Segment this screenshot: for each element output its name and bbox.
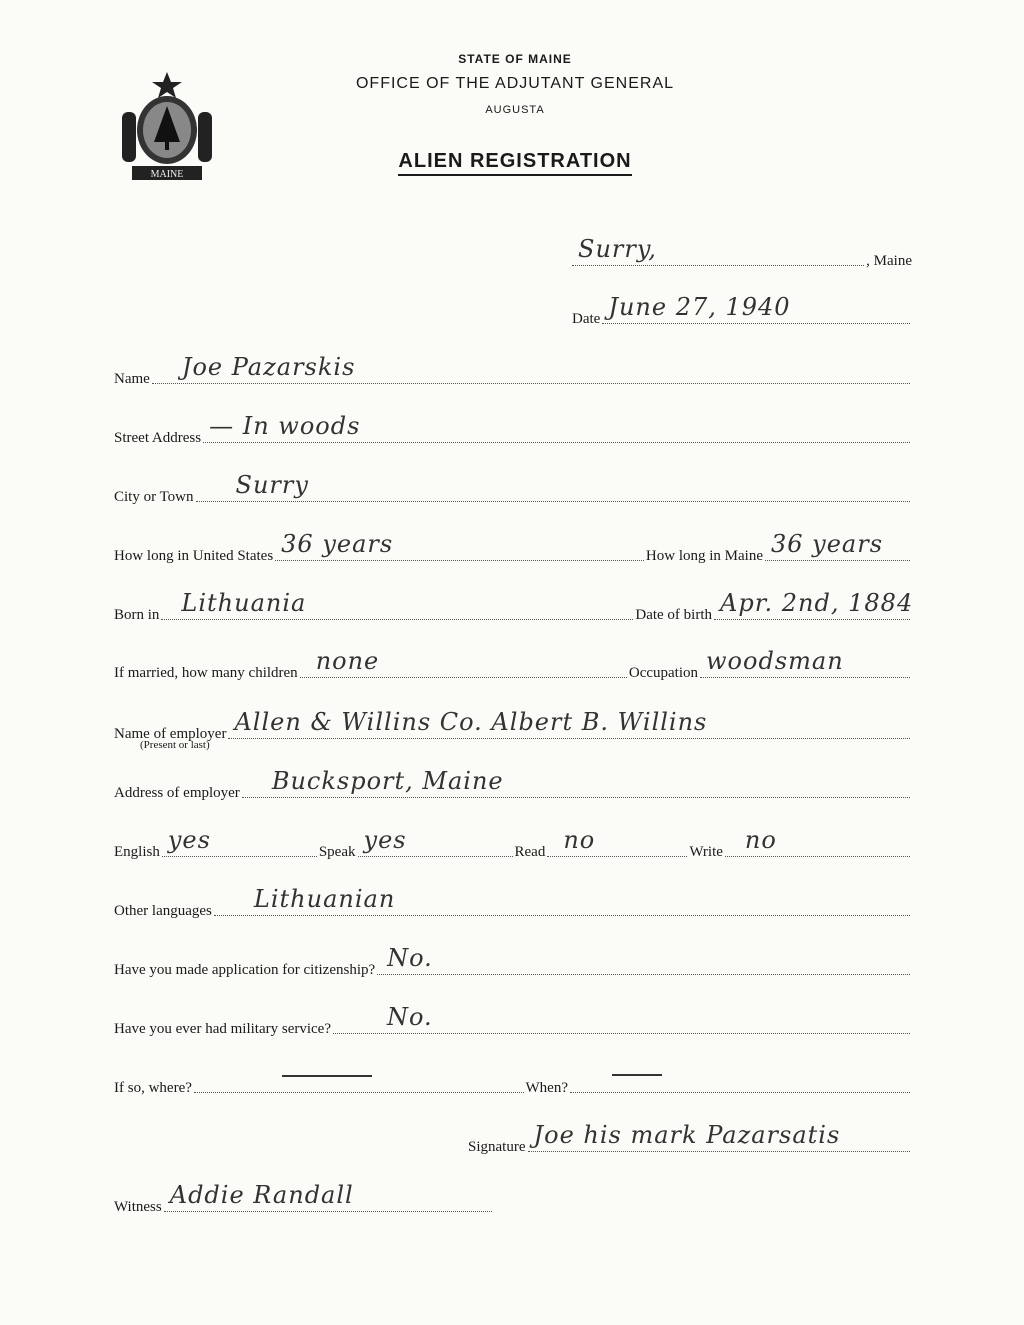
date-value: June 27, 1940	[608, 293, 791, 321]
citizenship-value: No.	[387, 944, 433, 972]
military-row	[114, 1003, 912, 1038]
read-label: Read	[514, 844, 546, 860]
witness-value: Addie Randall	[169, 1181, 354, 1209]
employer-row	[114, 708, 912, 743]
place-field[interactable]	[572, 235, 864, 266]
speak-field[interactable]	[358, 826, 513, 857]
dob-field[interactable]	[714, 589, 914, 620]
military-field[interactable]	[333, 1003, 910, 1034]
where-label: If so, where?	[114, 1080, 192, 1096]
citizenship-label: Have you made application for citizenship?	[114, 962, 376, 978]
children-field[interactable]	[300, 647, 627, 678]
occupation-field[interactable]	[700, 647, 910, 678]
other-languages-field[interactable]	[214, 885, 910, 916]
employer-address-value: Bucksport, Maine	[271, 767, 504, 795]
born-in-value: Lithuania	[181, 589, 307, 617]
when-label: When?	[525, 1080, 568, 1096]
citizenship-row	[114, 944, 912, 979]
name-value: Joe Pazarskis	[181, 353, 356, 381]
years-us-field[interactable]	[275, 530, 644, 561]
when-dash	[612, 1074, 662, 1076]
years-us-value: 36 years	[281, 530, 394, 558]
read-value: no	[563, 826, 596, 854]
employer-address-field[interactable]	[242, 767, 910, 798]
children-value: none	[315, 647, 380, 675]
years-us-label: How long in United States	[114, 548, 274, 564]
children-row	[114, 647, 912, 682]
occupation-label: Occupation	[628, 665, 698, 681]
signature-field[interactable]	[528, 1121, 911, 1152]
name-field[interactable]	[152, 353, 910, 384]
witness-field[interactable]	[164, 1181, 492, 1212]
languages-row	[114, 885, 912, 920]
children-label: If married, how many children	[114, 665, 298, 681]
witness-label: Witness	[114, 1199, 162, 1215]
speak-label: Speak	[318, 844, 356, 860]
english-value: yes	[167, 826, 211, 854]
place-row	[570, 235, 912, 270]
write-label: Write	[689, 844, 723, 860]
date-field[interactable]	[602, 293, 910, 324]
years-maine-field[interactable]	[765, 530, 910, 561]
form-title: ALIEN REGISTRATION	[315, 150, 715, 173]
city-label: City or Town	[114, 489, 194, 505]
duration-row	[114, 530, 912, 565]
write-field[interactable]	[725, 826, 910, 857]
employer-sublabel: (Present or last)	[140, 739, 210, 751]
english-field[interactable]	[162, 826, 317, 857]
city-value: Surry	[235, 471, 309, 499]
street-value: — In woods	[209, 412, 361, 440]
born-in-field[interactable]	[161, 589, 633, 620]
signature-label: Signature	[468, 1139, 526, 1155]
employer-field[interactable]	[228, 708, 910, 739]
date-row	[572, 293, 912, 328]
employer-address-row	[114, 767, 912, 802]
dob-label: Date of birth	[635, 607, 712, 623]
citizenship-field[interactable]	[377, 944, 910, 975]
place-value: Surry,	[578, 235, 657, 263]
dob-value: Apr. 2nd, 1884	[720, 589, 914, 617]
years-maine-value: 36 years	[771, 530, 884, 558]
where-row	[114, 1071, 912, 1097]
signature-row	[468, 1121, 912, 1156]
military-label: Have you ever had military service?	[114, 1021, 331, 1037]
street-label: Street Address	[114, 430, 202, 446]
place-suffix: , Maine	[866, 253, 912, 269]
years-maine-label: How long in Maine	[645, 548, 763, 564]
english-label: English	[114, 844, 160, 860]
military-value: No.	[387, 1003, 433, 1031]
born-in-label: Born in	[114, 607, 160, 623]
birth-row	[114, 589, 914, 624]
other-languages-value: Lithuanian	[253, 885, 396, 913]
header-city: AUGUSTA	[485, 104, 545, 116]
when-field[interactable]	[570, 1091, 910, 1093]
signature-value: Joe his mark Pazarsatis	[533, 1121, 841, 1149]
witness-row	[114, 1181, 494, 1216]
speak-value: yes	[363, 826, 407, 854]
city-row	[114, 471, 912, 506]
state-seal-icon	[112, 68, 222, 186]
other-languages-label: Other languages	[114, 903, 212, 919]
employer-address-label: Address of employer	[114, 785, 240, 801]
employer-label: Name of employer	[114, 726, 227, 742]
name-label: Name	[114, 371, 150, 387]
header-office: OFFICE OF THE ADJUTANT GENERAL	[355, 75, 675, 92]
seal-text: MAINE	[150, 169, 184, 180]
where-field[interactable]	[194, 1091, 524, 1093]
where-dash	[282, 1075, 372, 1077]
name-row	[114, 353, 912, 388]
date-label: Date	[572, 311, 601, 327]
write-value: no	[744, 826, 777, 854]
occupation-value: woodsman	[706, 647, 844, 675]
english-row	[114, 826, 912, 861]
read-field[interactable]	[547, 826, 687, 857]
city-field[interactable]	[196, 471, 910, 502]
street-row	[114, 412, 912, 447]
employer-value: Allen & Willins Co. Albert B. Willins	[234, 708, 708, 736]
header-state: STATE OF MAINE	[458, 52, 572, 66]
street-field[interactable]	[203, 412, 910, 443]
